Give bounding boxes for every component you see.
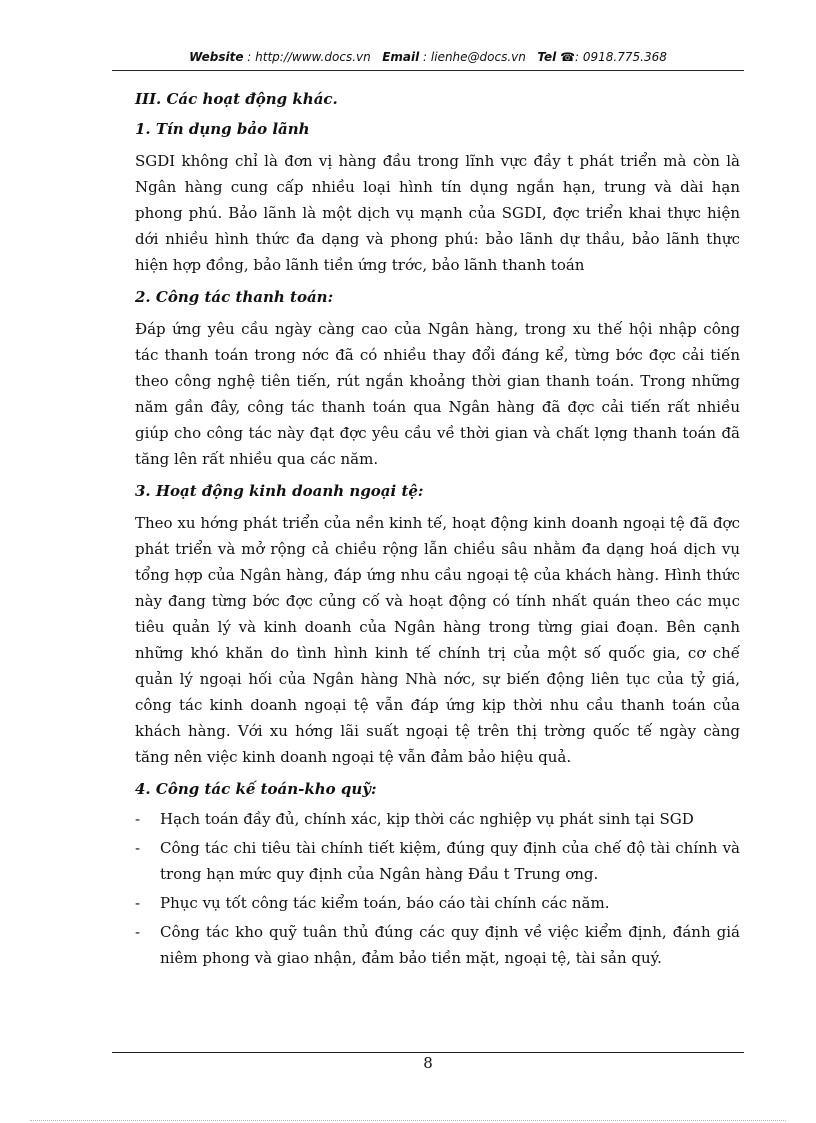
tel-label: Tel (537, 50, 557, 64)
list-item: - Phục vụ tốt công tác kiểm toán, báo cáo tài chính các năm. (135, 890, 740, 916)
paragraph-foreign-exchange: Theo xu hớng phát triển của nền kinh tế, hoạt động kinh doanh ngoại tệ đã đợc phát triển và mở rộng cả chiều rộng lẫn chiều sâu nhằm đa dạng hoá dịch vụ tổng hợp của Ngân hàng, đáp ứng nhu cầu ngoại tệ của khách hàng. Hình thức này đang từng bớc đợc củng cố và hoạt động có tính nhất quán theo các mục tiêu quản lý và kinh doanh của Ngân hàng trong từng giai đoạn. Bên cạnh những khó khăn do tình hình kinh tế chính trị của một số quốc gia, cơ chế quản lý ngoại hối của Ngân hàng Nhà nớc, sự biến động liên tục của tỷ giá, công tác kinh doanh ngoại tệ vẫn đáp ứng kịp thời nhu cầu thanh toán của khách hàng. Với xu hớng lãi suất ngoại tệ trên thị trờng quốc tế ngày càng tăng nên việc kinh doanh ngoại tệ vẫn đảm bảo hiệu quả. (135, 514, 740, 766)
paragraph-credit-guarantee: SGDI không chỉ là đơn vị hàng đầu trong lĩnh vực đầy t phát triển mà còn là Ngân hàng cung cấp nhiều loại hình tín dụng ngắn hạn, trung và dài hạn phong phú. Bảo lãnh là một dịch vụ mạnh của SGDI, đợc triển khai thực hiện dới nhiều hình thức đa dạng và phong phú: bảo lãnh dự thầu, bảo lãnh thực hiện hợp đồng, bảo lãnh tiền ứng trớc, bảo lãnh thanh toán (135, 152, 740, 274)
website-label: Website (189, 50, 244, 64)
page-number: 8 (423, 1054, 433, 1072)
website-value: : http://www.docs.vn (247, 50, 371, 64)
bullet-dash: - (135, 923, 141, 941)
section-heading-1: 1. Tín dụng bảo lãnh (135, 120, 310, 138)
phone-icon: ☎ (560, 50, 576, 64)
document-body (135, 86, 740, 974)
page-bottom-border (30, 1120, 786, 1121)
section-title: III. Các hoạt động khác. (135, 90, 338, 108)
tel-value: : 0918.775.368 (575, 50, 667, 64)
section-heading-3: 3. Hoạt động kinh doanh ngoại tệ: (135, 482, 424, 500)
email-label: Email (382, 50, 420, 64)
bullet-dash: - (135, 894, 141, 912)
email-value: : lienhe@docs.vn (423, 50, 526, 64)
list-item: - Công tác kho quỹ tuân thủ đúng các quy định về việc kiểm định, đánh giá niêm phong và giao nhận, đảm bảo tiền mặt, ngoại tệ, tài sản quý. (135, 919, 740, 971)
paragraph-payment: Đáp ứng yêu cầu ngày càng cao của Ngân hàng, trong xu thế hội nhập công tác thanh toán trong nớc đã có nhiều thay đổi đáng kể, từng bớc đợc cải tiến theo công nghệ tiên tiến, rút ngắn khoảng thời gian thanh toán. Trong những năm gần đây, công tác thanh toán qua Ngân hàng đã đợc cải tiến rất nhiều giúp cho công tác này đạt đợc yêu cầu về thời gian và chất lợng thanh toán đã tăng lên rất nhiều qua các năm. (135, 320, 740, 468)
header-divider (112, 70, 744, 71)
section-heading-2: 2. Công tác thanh toán: (135, 288, 334, 306)
list-item: - Công tác chi tiêu tài chính tiết kiệm, đúng quy định của chế độ tài chính và trong hạn mức quy định của Ngân hàng Đầu t Trung ơng. (135, 835, 740, 887)
accounting-list (135, 806, 740, 971)
bullet-dash: - (135, 810, 141, 828)
list-item: - Hạch toán đầy đủ, chính xác, kịp thời các nghiệp vụ phát sinh tại SGD (135, 806, 740, 832)
page-header (112, 50, 744, 64)
section-heading-4: 4. Công tác kế toán-kho quỹ: (135, 780, 377, 798)
footer-divider (112, 1052, 744, 1053)
bullet-dash: - (135, 839, 141, 857)
